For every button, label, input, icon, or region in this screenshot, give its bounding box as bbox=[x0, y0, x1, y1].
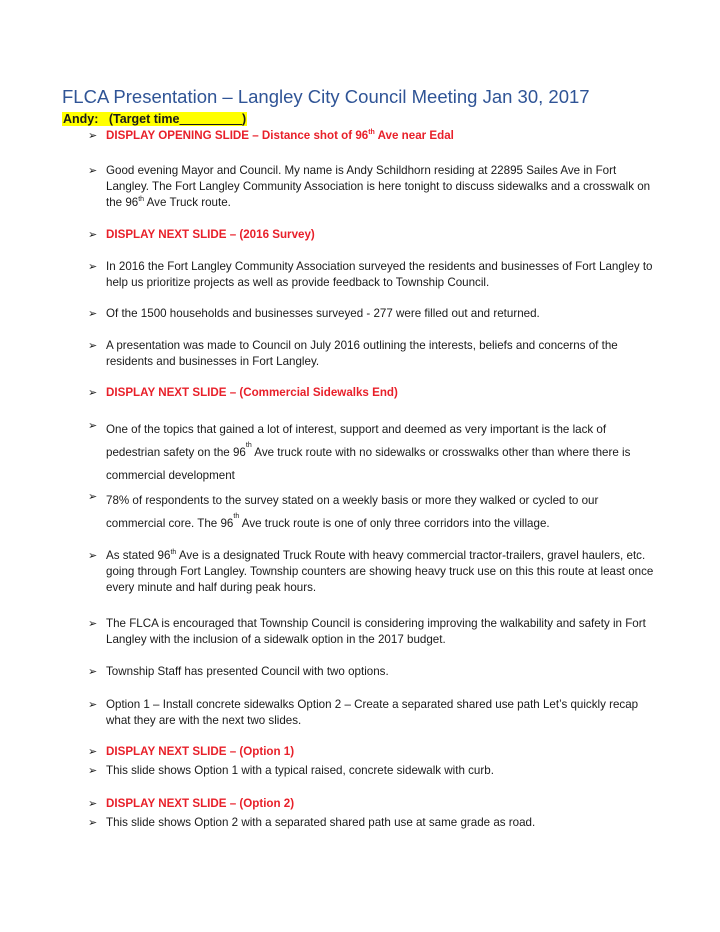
list-item-respondents: ➢ 78% of respondents to the survey stated on a weekly basis or more they walked or cycled to our commercial core. The 96th Ave truck route is one of only three corridors into the village. bbox=[88, 491, 599, 530]
list-item-flca-encouraged: ➢ The FLCA is encouraged that Township Council is considering improving the walkability and safety in Fort Langley with the inclusion of a sidewalk option in the 2017 budget. bbox=[88, 617, 646, 646]
list-item-slide-2016-survey: ➢ DISPLAY NEXT SLIDE – (2016 Survey) bbox=[88, 228, 315, 241]
target-time-prefix: (Target time bbox=[108, 112, 180, 126]
list-item-opening-slide: ➢ DISPLAY OPENING SLIDE – Distance shot of 96th Ave near Edal bbox=[88, 129, 454, 142]
speaker-name: Andy: bbox=[63, 112, 99, 126]
arrow-bullet-icon: ➢ bbox=[88, 666, 98, 678]
target-time-blank: _________ bbox=[179, 112, 243, 126]
document-title: FLCA Presentation – Langley City Council Meeting Jan 30, 2017 bbox=[62, 86, 590, 107]
list-item-option-1-desc: ➢ This slide shows Option 1 with a typical raised, concrete sidewalk with curb. bbox=[88, 764, 494, 777]
arrow-bullet-icon: ➢ bbox=[88, 130, 98, 142]
arrow-bullet-icon: ➢ bbox=[88, 765, 98, 777]
arrow-bullet-icon: ➢ bbox=[88, 746, 98, 758]
list-item-pedestrian-safety: ➢ One of the topics that gained a lot of interest, support and deemed as very important is the lack of pedestrian safety on the 96th Ave truck route with no sidewalks or crosswalks other than where there is commercial development bbox=[88, 420, 631, 482]
list-item-options-recap: ➢ Option 1 – Install concrete sidewalks Option 2 – Create a separated shared use path Let’s quickly recap what they are with the next two slides. bbox=[88, 698, 639, 727]
arrow-bullet-icon: ➢ bbox=[88, 798, 98, 810]
arrow-bullet-icon: ➢ bbox=[88, 699, 98, 711]
speaker-line bbox=[62, 112, 247, 126]
arrow-bullet-icon: ➢ bbox=[88, 387, 98, 399]
arrow-bullet-icon: ➢ bbox=[88, 165, 98, 177]
list-item-slide-option-2: ➢ DISPLAY NEXT SLIDE – (Option 2) bbox=[88, 797, 295, 810]
arrow-bullet-icon: ➢ bbox=[88, 261, 98, 273]
list-item-option-2-desc: ➢ This slide shows Option 2 with a separated shared path use at same grade as road. bbox=[88, 816, 536, 829]
arrow-bullet-icon: ➢ bbox=[88, 420, 98, 432]
list-item-truck-route: ➢ As stated 96th Ave is a designated Truck Route with heavy commercial tractor-trailers, gravel haulers, etc. going through Fort Langley. Township counters are showing heavy truck use on this this route at least once every minute and half during peak hours. bbox=[88, 549, 654, 594]
list-item-greeting: ➢ Good evening Mayor and Council. My name is Andy Schildhorn residing at 22895 Sailes Ave in Fort Langley. The Fort Langley Community Association is here tonight to discuss sidewalks and a crosswalk on the 96th Ave Truck route. bbox=[88, 164, 651, 209]
arrow-bullet-icon: ➢ bbox=[88, 817, 98, 829]
arrow-bullet-icon: ➢ bbox=[88, 491, 98, 503]
list-item-households: ➢ Of the 1500 households and businesses surveyed - 277 were filled out and returned. bbox=[88, 307, 540, 320]
arrow-bullet-icon: ➢ bbox=[88, 229, 98, 241]
arrow-bullet-icon: ➢ bbox=[88, 340, 98, 352]
arrow-bullet-icon: ➢ bbox=[88, 550, 98, 562]
list-item-presentation: ➢ A presentation was made to Council on July 2016 outlining the interests, beliefs and concerns of the residents and businesses in Fort Langley. bbox=[88, 339, 618, 368]
target-time-suffix: ) bbox=[242, 112, 247, 126]
list-item-slide-sidewalks-end: ➢ DISPLAY NEXT SLIDE – (Commercial Sidewalks End) bbox=[88, 386, 398, 399]
list-item-two-options: ➢ Township Staff has presented Council with two options. bbox=[88, 665, 389, 678]
arrow-bullet-icon: ➢ bbox=[88, 308, 98, 320]
list-item-slide-option-1: ➢ DISPLAY NEXT SLIDE – (Option 1) bbox=[88, 745, 295, 758]
list-item-survey: ➢ In 2016 the Fort Langley Community Association surveyed the residents and businesses of Fort Langley to help us prioritize projects as well as provide feedback to Township Council. bbox=[88, 260, 653, 289]
arrow-bullet-icon: ➢ bbox=[88, 618, 98, 630]
